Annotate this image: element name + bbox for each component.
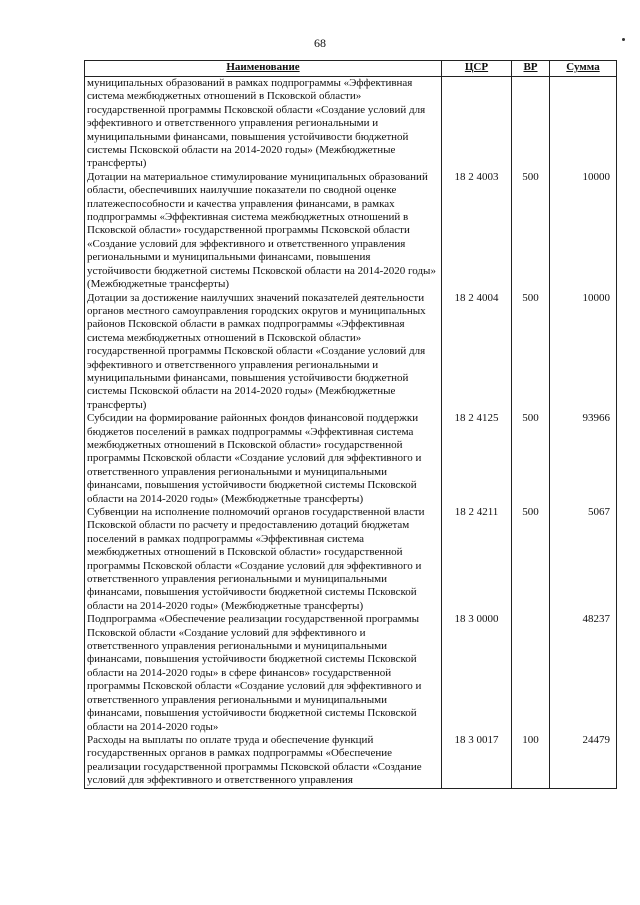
row-vr: 500 [512, 412, 550, 506]
budget-table [84, 60, 617, 789]
row-csr: 18 2 4003 [442, 171, 512, 292]
table-row [85, 77, 617, 171]
header-sum: Сумма [550, 61, 617, 77]
table-row [85, 171, 617, 292]
scan-mark [622, 38, 625, 41]
row-csr: 18 2 4211 [442, 506, 512, 613]
row-name: Дотации на материальное стимулирование муниципальных образований области, обеспечивших наилучшие показатели по сводной оценке платежеспособности и качества управления финансами, в рамках подпрограммы «Эффективная система межбюджетных отношений в Псковской области» государственной программы Псковской области «Создание условий для эффективного и ответственного управления региональными и муниципальными финансами, повышения устойчивости бюджетной системы Псковской области на 2014-2020 годы» (Межбюджетные трансферты) [85, 171, 442, 292]
table-row [85, 613, 617, 734]
row-csr: 18 2 4125 [442, 412, 512, 506]
row-name: Дотации за достижение наилучших значений показателей деятельности органов местного самоуправления городских округов и муниципальных районов Псковской области в рамках подпрограммы «Эффективная система межбюджетных отношений в Псковской области» государственной программы Псковской области «Создание условий для эффективного и ответственного управления региональными и муниципальными финансами, повышения устойчивости бюджетной системы Псковской области на 2014-2020 годы» (Межбюджетные трансферты) [85, 292, 442, 413]
row-name: Подпрограмма «Обеспечение реализации государственной программы Псковской области «Создание условий для эффективного и ответственного управления региональными и муниципальными финансами, повышения устойчивости бюджетной системы Псковской области на 2014-2020 годы» в сфере финансов» государственной программы Псковской области «Создание условий для эффективного и ответственного управления региональными и муниципальными финансами, повышения устойчивости бюджетной системы Псковской области на 2014-2020 годы» [85, 613, 442, 734]
row-sum: 24479 [550, 734, 617, 788]
row-csr: 18 3 0000 [442, 613, 512, 734]
table-row [85, 412, 617, 506]
row-sum [550, 77, 617, 171]
header-vr: ВР [512, 61, 550, 77]
row-vr: 500 [512, 292, 550, 413]
row-vr: 100 [512, 734, 550, 788]
row-name: муниципальных образований в рамках подпрограммы «Эффективная система межбюджетных отношений в Псковской области» государственной программы Псковской области «Создание условий для эффективного и ответственного управления региональными и муниципальными финансами, повышения устойчивости бюджетной системы Псковской области на 2014-2020 годы» (Межбюджетные трансферты) [85, 77, 442, 171]
header-csr: ЦСР [442, 61, 512, 77]
row-sum: 10000 [550, 171, 617, 292]
row-sum: 10000 [550, 292, 617, 413]
row-csr: 18 2 4004 [442, 292, 512, 413]
table-row [85, 292, 617, 413]
row-vr: 500 [512, 506, 550, 613]
row-vr [512, 77, 550, 171]
table-row [85, 506, 617, 613]
row-name: Расходы на выплаты по оплате труда и обеспечение функций государственных органов в рамках подпрограммы «Обеспечение реализации государственной программы Псковской области «Создание условий для эффективного и ответственного управления [85, 734, 442, 788]
row-name: Субвенции на исполнение полномочий органов государственной власти Псковской области по расчету и предоставлению дотаций бюджетам поселений в рамках подпрограммы «Эффективная система межбюджетных отношений в Псковской области» государственной программы Псковской области «Создание условий для эффективного и ответственного управления региональными и муниципальными финансами, повышения устойчивости бюджетной системы Псковской области на 2014-2020 годы» (Межбюджетные трансферты) [85, 506, 442, 613]
row-csr [442, 77, 512, 171]
row-csr: 18 3 0017 [442, 734, 512, 788]
row-vr: 500 [512, 171, 550, 292]
table-header-row [85, 61, 617, 77]
header-name: Наименование [85, 61, 442, 77]
row-sum: 5067 [550, 506, 617, 613]
table-row [85, 734, 617, 788]
row-sum: 48237 [550, 613, 617, 734]
row-name: Субсидии на формирование районных фондов финансовой поддержки бюджетов поселений в рамках подпрограммы «Эффективная система межбюджетных отношений в Псковской области» государственной программы Псковской области «Создание условий для эффективного и ответственного управления региональными и муниципальными финансами, повышения устойчивости бюджетной системы Псковской области на 2014-2020 годы» (Межбюджетные трансферты) [85, 412, 442, 506]
row-vr [512, 613, 550, 734]
row-sum: 93966 [550, 412, 617, 506]
page-number: 68 [314, 36, 326, 50]
